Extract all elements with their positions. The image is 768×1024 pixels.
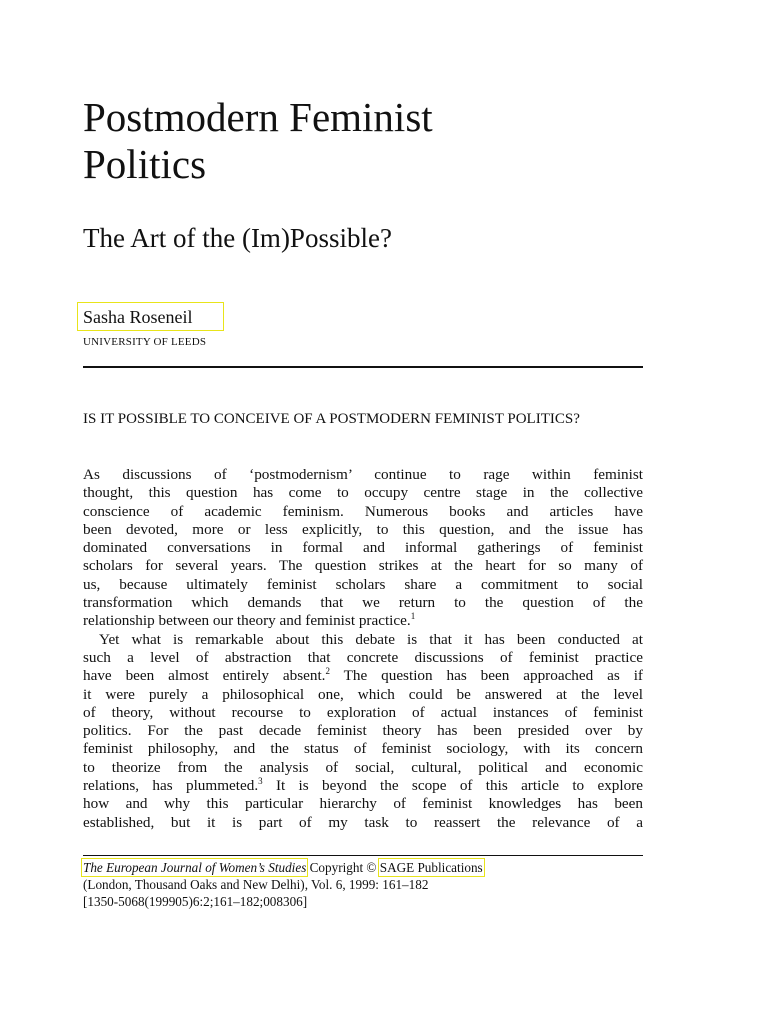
body-line: Yet what is remarkable about this debate is that it has been conducted at <box>99 630 643 648</box>
body-text: relations, has plummeted. <box>83 777 259 795</box>
section-heading: IS IT POSSIBLE TO CONCEIVE OF A POSTMODERN FEMINIST POLITICS? <box>83 411 580 427</box>
body-text: It is beyond the scope of this article to explore <box>262 777 644 795</box>
body-line: how and why this particular hierarchy of feminist knowledges has been <box>83 795 643 813</box>
footnote-ref-1[interactable]: 1 <box>410 611 416 622</box>
article-body <box>83 466 643 832</box>
publication-info <box>83 859 643 910</box>
title-line-2: Politics <box>83 141 207 187</box>
article-title <box>83 94 433 188</box>
publication-line-3: [1350-5068(199905)6:2;161–182;008306] <box>83 894 308 909</box>
author-name[interactable]: Sasha Roseneil <box>83 307 193 327</box>
footnote-ref-2[interactable]: 2 <box>325 666 330 677</box>
body-line: to theorize from the analysis of social, cultural, political and economic <box>83 758 643 776</box>
body-line: politics. For the past decade feminist theory has been presided over by <box>83 722 643 740</box>
publication-line-2: (London, Thousand Oaks and New Delhi), Vol. 6, 1999: 161–182 <box>83 877 429 892</box>
body-text: relationship between our theory and feminist practice. <box>83 612 411 630</box>
body-text: The question has been approached as if <box>329 667 643 685</box>
title-line-1: Postmodern Feminist <box>83 94 433 140</box>
publisher-name[interactable]: SAGE Publications <box>379 860 483 875</box>
body-line: As discussions of ‘postmodernism’ continue to rage within feminist <box>83 466 643 483</box>
body-line <box>83 667 643 685</box>
body-line: transformation which demands that we return to the question of the <box>83 594 643 612</box>
body-line: scholars for several years. The question strikes at the heart for so many of <box>83 557 643 575</box>
body-line <box>83 777 643 795</box>
article-subtitle: The Art of the (Im)Possible? <box>83 223 392 253</box>
paragraph-2 <box>83 631 643 832</box>
paragraph-1 <box>83 466 643 631</box>
footnote-divider <box>83 855 643 856</box>
body-line <box>83 612 643 630</box>
body-line: established, but it is part of my task to reassert the relevance of a <box>83 813 643 831</box>
body-line: us, because ultimately feminist scholars share a commitment to social <box>83 575 643 593</box>
publication-line-1 <box>83 859 643 876</box>
copyright-text: Copyright © <box>306 860 380 875</box>
author-affiliation: UNIVERSITY OF LEEDS <box>83 336 207 348</box>
body-line: dominated conversations in formal and informal gatherings of feminist <box>83 539 643 557</box>
body-line: conscience of academic feminism. Numerous books and articles have <box>83 502 643 520</box>
body-line: thought, this question has come to occupy centre stage in the collective <box>83 484 643 502</box>
body-line: of theory, without recourse to exploration of actual instances of feminist <box>83 703 643 721</box>
journal-name[interactable]: The European Journal of Women’s Studies <box>83 860 307 875</box>
footnote-ref-3[interactable]: 3 <box>258 776 263 787</box>
title-divider <box>83 366 643 368</box>
body-line: been devoted, more or less explicitly, to this question, and the issue has <box>83 520 643 538</box>
body-line: such a level of abstraction that concrete discussions of feminist practice <box>83 648 643 666</box>
body-text: have been almost entirely absent. <box>83 667 326 685</box>
body-line: it were purely a philosophical one, which could be answered at the level <box>83 685 643 703</box>
body-line: feminist philosophy, and the status of feminist sociology, with its concern <box>83 740 643 758</box>
